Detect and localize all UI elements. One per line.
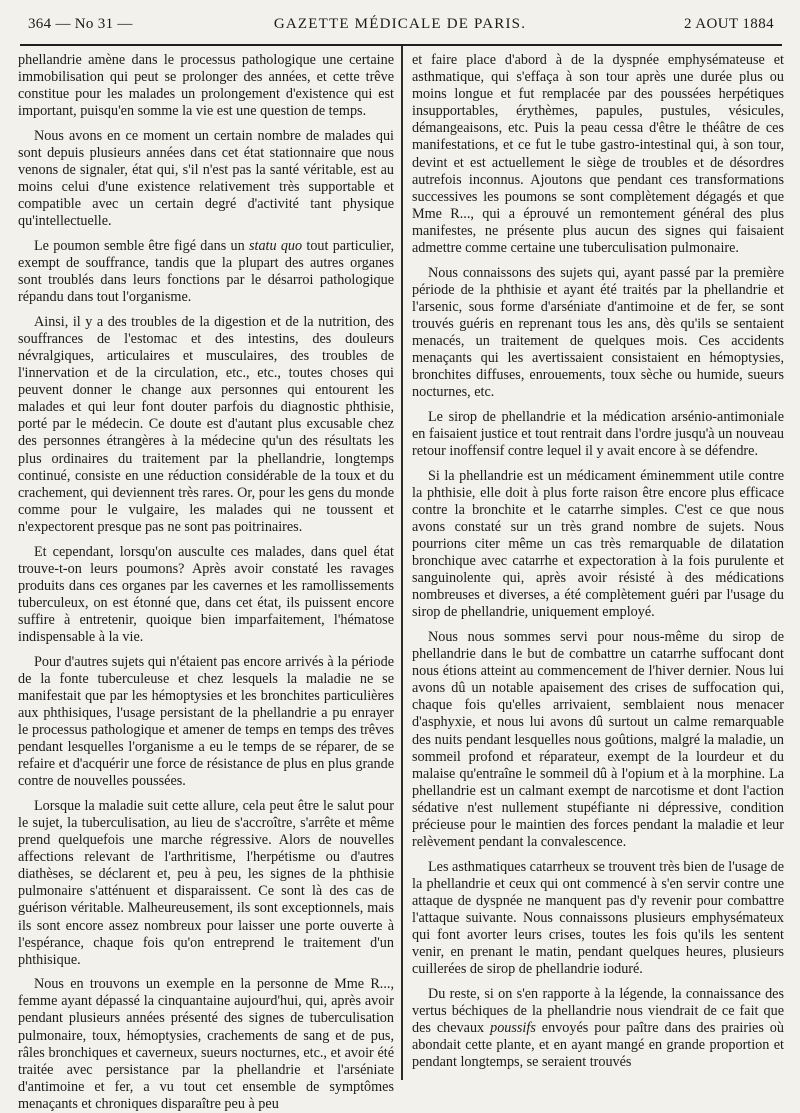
- italic-term: statu quo: [248, 237, 303, 254]
- paragraph: Le sirop de phellandrie et la médication arsénio-antimoniale en faisaient justice et tout rentrait dans l'ordre jusqu'à un nouveau retour inoffensif contre lequel il y avait encore à se défendre.: [412, 408, 784, 460]
- paragraph: Et cependant, lorsqu'on ausculte ces malades, dans quel état trouve-t-on leurs poumons? Après avoir constaté les ravages produits dans ces organes par les cavernes et les ramollissements tuberculeux, on est étonné que, dans cet état, ils puissent encore suffire à entretenir, quoique bien imparfaitement, l'hématose indispensable à la vie.: [18, 543, 394, 645]
- paragraph: et faire place d'abord à de la dyspnée emphysémateuse et asthmatique, qui s'effaça à son tour après une durée plus ou moins longue et fut remplacée par des poussées herpétiques insupportables, érythèmes, papules, pustules, vésicules, démangeaisons, etc. Puis la peau cessa d'être le théâtre de ces manifestations, et ce fut le tube gastro-intestinal qui, à son tour, devint et est actuellement le siège de troubles et de désordres autrefois inconnus. Ajoutons que pendant ces transformations successives les poumons se sont complètement dégagés et que Mme R..., qui a éprouvé un remontement général des plus manifestes, ne présente plus aucun des signes qui faisaient admettre comme certaine une tuberculisation pulmonaire.: [412, 52, 784, 257]
- paragraph: Nous en trouvons un exemple en la personne de Mme R..., femme ayant dépassé la cinquantaine aujourd'hui, qui, après avoir pendant plusieurs années présenté des signes de tuberculisation pulmonaire, toux, hémoptysies, crachements de sang et de pus, râles bronchiques et caverneux, sueurs nocturnes, etc., et avoir été traitée avec persistance par la phellandrie et l'arséniate d'antimoine et fer, a vu tout cet ensemble de symptômes menaçants et chroniques disparaître peu à peu: [18, 976, 394, 1112]
- paragraph: Le poumon semble être figé dans un statu quo tout particulier, exempt de souffrance, tandis que la plupart des autres organes sont troublés dans leurs fonctions par le désarroi pathologique répandu dans tout l'organisme.: [18, 237, 394, 306]
- paragraph: phellandrie amène dans le processus pathologique une certaine immobilisation qui peut se prolonger des années, et cette trêve constitue pour les malades un prolongement d'existence qui est important, puisqu'en somme la vie est une question de temps.: [18, 52, 394, 120]
- page-header: [0, 0, 800, 44]
- page-number: 364 — No 31 —: [28, 16, 133, 32]
- italic-term: poussifs: [490, 1020, 536, 1037]
- paragraph: Ainsi, il y a des troubles de la digestion et de la nutrition, des souffrances de l'estomac et des intestins, des douleurs névralgiques, articulaires et musculaires, des troubles de l'innervation et de la circulation, etc., etc., toutes choses qui peuvent donner le change aux personnes qui entourent les malades et qui leur font douter parfois du diagnostic phthisie, porté par le médecin. Ce doute est d'autant plus excusable chez des personnes étrangères à la médecine qu'un des résultats les plus ordinaires du traitement par la phellandrie, longtemps continué, consiste en une réduction considérable de la toux et du crachement, qui deviennent très rares. Or, pour les gens du monde comme pour le vulgaire, les malades qui ne toussent et n'expectorent presque pas ne sont pas poitrinaires.: [18, 313, 394, 535]
- paragraph: Les asthmatiques catarrheux se trouvent très bien de l'usage de la phellandrie et ceux qui ont commencé à s'en servir contre une attaque de dyspnée ne manquent pas d'y revenir pour combattre l'attaque suivante. Nous connaissons plusieurs emphysémateux qui font avorter leurs crises, toutes les fois qu'ils les sentent venir, en prenant le matin, pendant quelques heures, plusieurs cuillerées de sirop de phellandrie ioduré.: [412, 858, 784, 978]
- journal-title: GAZETTE MÉDICALE DE PARIS.: [273, 16, 527, 32]
- paragraph: Du reste, si on s'en rapporte à la légende, la connaissance des vertus béchiques de la phellandrie nous viendrait de ce fait que des chevaux poussifs envoyés pour paître dans des prairies où abondait cette plante, et en ayant mangé en grande proportion et pendant longtemps, se seraient trouvés: [412, 985, 784, 1071]
- paragraph: Pour d'autres sujets qui n'étaient pas encore arrivés à la période de la fonte tuberculeuse et chez lesquels la maladie ne se manifestait que par les hémoptysies et les bronchites particulières aux phthisiques, l'usage persistant de la phellandrie a pu enrayer le processus pathologique et amener de temps en temps des trêves pendant lesquelles l'organisme a eu le temps de se réparer, de se refaire et d'acquérir une force de résistance de plus en plus grande contre de nouvelles poussées.: [18, 653, 394, 790]
- paragraph: Si la phellandrie est un médicament éminemment utile contre la phthisie, elle doit à plus forte raison être encore plus efficace contre la bronchite et le catarrhe simples. C'est ce que nous avons constaté sur un très grand nombre de sujets. Nous pourrions citer même un cas très remarquable de dilatation bronchique avec catarrhe et expectoration à la fois purulente et sanguinolente qui, après avoir résisté à des médications nombreuses et diverses, a été complètement guéri par l'usage du sirop de phellandrie, uniquement employé.: [412, 467, 784, 621]
- right-column: [412, 52, 784, 1078]
- issue-date: 2 AOUT 1884: [684, 16, 774, 32]
- paragraph: Nous nous sommes servi pour nous-même du sirop de phellandrie dans le but de combattre un catarrhe suffocant dont nous étions atteint au commencement de l'hiver dernier. Nous lui avons dû un notable apaisement des crises de suffocation qui, chaque fois qu'elles arrivaient, semblaient nous menacer d'asphyxie, et nous lui avons dû surtout un calme remarquable des nuits pendant lesquelles nous goûtions, malgré la maladie, un sommeil profond et réparateur, exempt de la lourdeur et du malaise qu'entraîne le sommeil dû à l'opium et à la morphine. La phellandrie est un calmant exempt de narcotisme et dont l'action sédative n'est nullement stupéfiante ni dépressive, condition précieuse pour le maintien des forces pendant la maladie et leur relèvement pendant la convalescence.: [412, 629, 784, 851]
- paragraph: Nous connaissons des sujets qui, ayant passé par la première période de la phthisie et ayant été traités par la phellandrie et l'arsenic, sous forme d'arséniate d'antimoine et de fer, se sont trouvés guéris en reprenant tous les ans, dès qu'ils se sentaient menacés, un traitement de quelques mois. Ces accidents menaçants qui les avertissaient consistaient en hémoptysies, bronchites diffuses, enrouements, toux sèche ou humide, sueurs nocturnes, etc.: [412, 264, 784, 401]
- column-divider: [401, 46, 403, 1080]
- paragraph: Nous avons en ce moment un certain nombre de malades qui sont depuis plusieurs années dans cet état stationnaire que nous venons de signaler, état qui, s'il n'est pas la santé véritable, est au moins celui d'une existence relativement très supportable et compatible avec un certain degré d'activité tant physique qu'intellectuelle.: [18, 127, 394, 230]
- paragraph: Lorsque la maladie suit cette allure, cela peut être le salut pour le sujet, la tuberculisation, au lieu de s'accroître, s'arrête et même prend quelquefois une marche régressive. Alors de nouvelles affections relevant de l'arthritisme, l'herpétisme ou d'autres diathèses, se déclarent et, peu à peu, les signes de la phthisie pulmonaire s'atténuent et disparaissent. Ce sont là des cas de guérison véritable. Malheureusement, ils sont exceptionnels, mais ils sont encore assez nombreux pour laisser une porte ouverte à l'espérance, chaque fois qu'on entreprend le traitement d'un phthisique.: [18, 797, 394, 968]
- left-column: [18, 52, 394, 1112]
